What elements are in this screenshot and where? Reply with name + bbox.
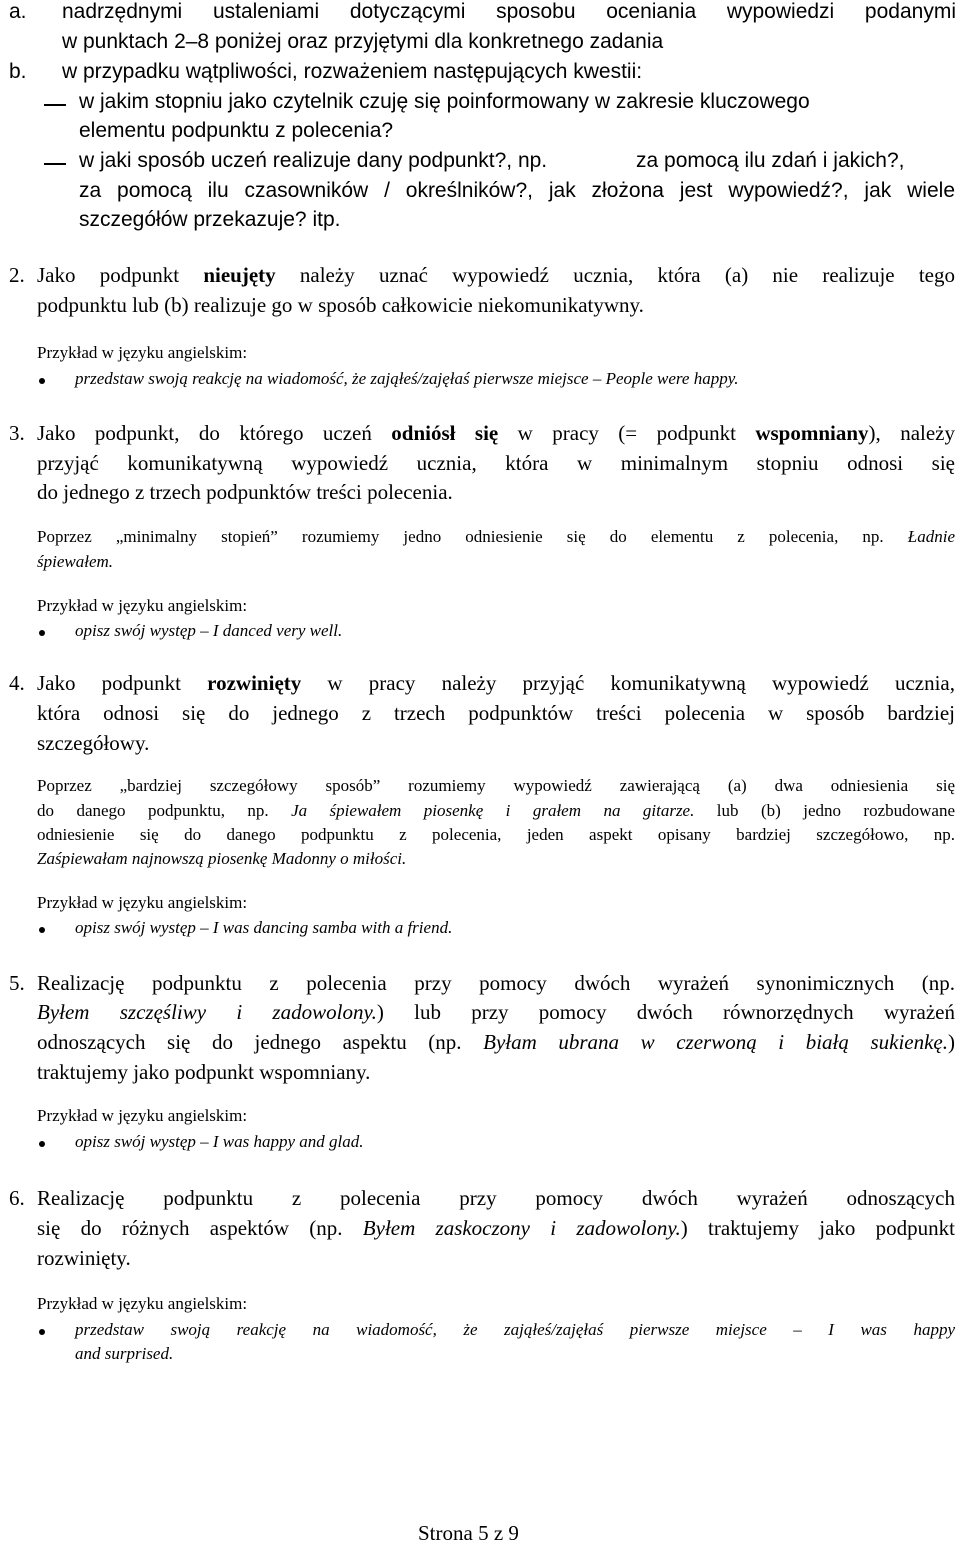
intro-b-marker: b.: [9, 60, 27, 83]
p5-example-label: Przykład w języku angielskim:: [37, 1106, 248, 1125]
bullet-dot: [39, 1329, 45, 1335]
dash-bullet: [44, 163, 66, 165]
p6-number: 6.: [9, 1186, 25, 1210]
p3-note-line2: śpiewałem.: [37, 552, 114, 571]
intro-a-line1: nadrzędnymi ustaleniami dotyczącymi sposobu oceniania wypowiedzi podanymi: [62, 0, 956, 23]
p2-example: przedstaw swoją reakcję na wiadomość, że zająłeś/zajęłaś pierwsze miejsce – People were happy.: [75, 369, 739, 388]
p4-example-label: Przykład w języku angielskim:: [37, 893, 248, 912]
p6-line1: Realizację podpunktu z polecenia przy pomocy dwóch wyrażeń odnoszących: [37, 1186, 955, 1210]
intro-q2-line1b: za pomocą ilu zdań i jakich?,: [636, 149, 905, 172]
p4-line1: Jako podpunkt rozwinięty w pracy należy przyjąć komunikatywną wypowiedź ucznia,: [37, 671, 955, 695]
bullet-dot: [39, 927, 45, 933]
p4-line2: która odnosi się do jednego z trzech podpunktów treści polecenia w sposób bardziej: [37, 701, 955, 725]
bullet-dot: [39, 378, 45, 384]
p4-note-line1: Poprzez „bardziej szczegółowy sposób” rozumiemy wypowiedź zawierającą (a) dwa odniesienia się: [37, 776, 955, 795]
page-number: Strona 5 z 9: [418, 1521, 519, 1545]
p5-line1: Realizację podpunktu z polecenia przy pomocy dwóch wyrażeń synonimicznych (np.: [37, 971, 955, 995]
p3-line1: Jako podpunkt, do którego uczeń odniósł się w pracy (= podpunkt wspomniany), należy: [37, 421, 955, 445]
p2-number: 2.: [9, 263, 25, 287]
p4-example: opisz swój występ – I was dancing samba with a friend.: [75, 918, 453, 937]
intro-q2-line3: szczegółów przekazuje? itp.: [79, 208, 341, 231]
p4-line3: szczegółowy.: [37, 731, 150, 755]
p3-line2: przyjąć komunikatywną wypowiedź ucznia, która w minimalnym stopniu odnosi się: [37, 451, 955, 475]
p6-example-line1: przedstaw swoją reakcję na wiadomość, że zająłeś/zajęłaś pierwsze miejsce – I was happy: [75, 1320, 955, 1339]
p6-line2: się do różnych aspektów (np. Byłem zaskoczony i zadowolony.) traktujemy jako podpunkt: [37, 1216, 955, 1240]
p4-note-line4: Zaśpiewałam najnowszą piosenkę Madonny o miłości.: [37, 849, 407, 868]
intro-q2-line2: za pomocą ilu czasowników / określników?, jak złożona jest wypowiedź?, jak wiele: [79, 179, 955, 202]
p5-line2: Byłem szczęśliwy i zadowolony.) lub przy pomocy dwóch równorzędnych wyrażeń: [37, 1000, 955, 1024]
p4-number: 4.: [9, 671, 25, 695]
p6-line3: rozwinięty.: [37, 1246, 131, 1270]
p3-note-line1: Poprzez „minimalny stopień” rozumiemy jedno odniesienie się do elementu z polecenia, np. Ładnie: [37, 527, 956, 546]
p3-number: 3.: [9, 421, 25, 445]
intro-a-line2: w punktach 2–8 poniżej oraz przyjętymi dla konkretnego zadania: [62, 30, 664, 53]
p3-example: opisz swój występ – I danced very well.: [75, 621, 343, 640]
p5-number: 5.: [9, 971, 25, 995]
p3-example-label: Przykład w języku angielskim:: [37, 596, 248, 615]
p2-line1: Jako podpunkt nieujęty należy uznać wypowiedź ucznia, która (a) nie realizuje tego: [37, 263, 956, 287]
p5-line4: traktujemy jako podpunkt wspomniany.: [37, 1060, 371, 1084]
p2-line2: podpunktu lub (b) realizuje go w sposób całkowicie niekomunikatywny.: [37, 293, 644, 317]
p3-line3: do jednego z trzech podpunktów treści polecenia.: [37, 480, 453, 504]
p6-example-label: Przykład w języku angielskim:: [37, 1294, 248, 1313]
dash-bullet: [44, 104, 66, 106]
intro-q1-line2: elementu podpunktu z polecenia?: [79, 119, 394, 142]
p6-example-line2: and surprised.: [75, 1344, 174, 1363]
intro-q2-line1a: w jaki sposób uczeń realizuje dany podpunkt?, np.: [79, 149, 548, 172]
p2-example-label: Przykład w języku angielskim:: [37, 343, 248, 362]
p5-line3: odnoszących się do jednego aspektu (np. Byłam ubrana w czerwoną i białą sukienkę.): [37, 1030, 956, 1054]
bullet-dot: [39, 1141, 45, 1147]
intro-b-line1: w przypadku wątpliwości, rozważeniem następujących kwestii:: [62, 60, 643, 83]
intro-a-marker: a.: [9, 0, 27, 23]
bullet-dot: [39, 630, 45, 636]
p4-note-line2: do danego podpunktu, np. Ja śpiewałem piosenkę i grałem na gitarze. lub (b) jedno rozbudowane: [37, 801, 955, 820]
p5-example: opisz swój występ – I was happy and glad.: [75, 1132, 364, 1151]
p4-note-line3: odniesienie się do danego podpunktu z polecenia, jeden aspekt opisany bardziej szczegółowo, np.: [37, 825, 955, 844]
intro-q1-line1: w jakim stopniu jako czytelnik czuję się poinformowany w zakresie kluczowego: [79, 90, 810, 113]
